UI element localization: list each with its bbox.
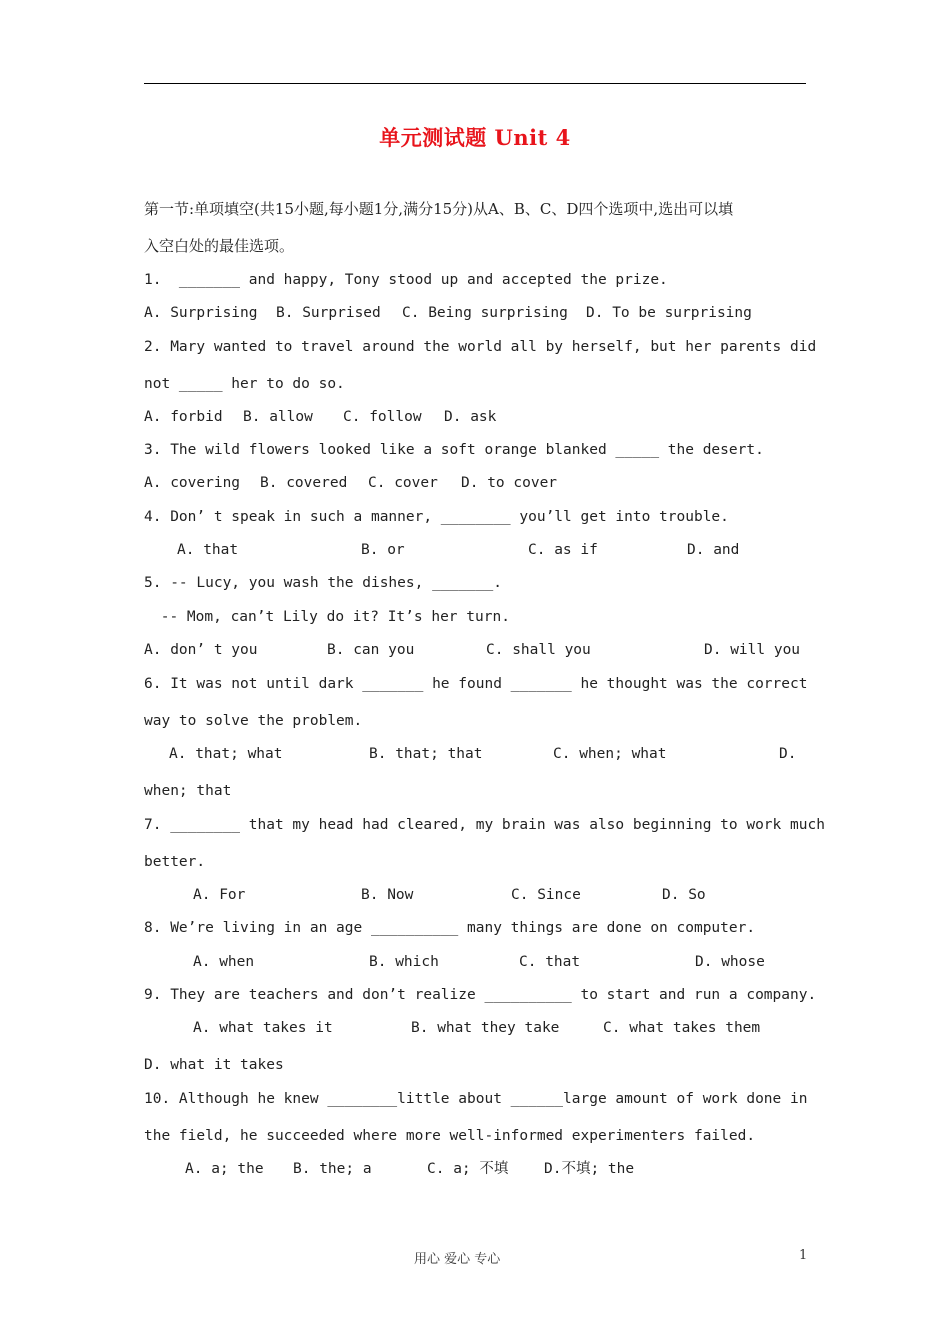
question-9-option-a: A. what takes it (193, 1020, 333, 1036)
question-1-option-d: D. To be surprising (586, 305, 752, 321)
question-6-text-line-2: way to solve the problem. (144, 713, 363, 729)
question-10-option-b: B. the; a (293, 1161, 372, 1177)
question-3-option-c: C. cover (368, 475, 438, 491)
question-3-option-d: D. to cover (461, 475, 558, 491)
question-5-text-line-2: -- Mom, can’t Lily do it? It’s her turn. (152, 609, 510, 625)
page-number: 1 (799, 1248, 808, 1263)
question-4-option-d: D. and (687, 542, 740, 558)
question-6-option-d-text: when; that (144, 783, 232, 799)
question-1-option-b: B. Surprised (276, 305, 381, 321)
question-10-text-line-2: the field, he succeeded where more well-informed experimenters failed. (144, 1128, 756, 1144)
question-2-text-line-2: not _____ her to do so. (144, 376, 345, 392)
question-1-option-a: A. Surprising (144, 305, 258, 321)
page-title: 单元测试题 Unit 4 (379, 125, 571, 150)
question-2-text-line-1: 2. Mary wanted to travel around the world all by herself, but her parents did (144, 339, 817, 355)
question-10-option-a: A. a; the (185, 1161, 264, 1177)
footer-motto: 用心 爱心 专心 (414, 1252, 501, 1267)
question-9-option-b: B. what they take (411, 1020, 560, 1036)
question-8-option-a: A. when (193, 954, 255, 970)
question-6-option-c: C. when; what (553, 746, 667, 762)
instructions-line-1: 第一节:单项填空(共15小题,每小题1分,满分15分)从A、B、C、D四个选项中,选出可以填 (144, 200, 734, 218)
question-10-option-d: D.不填; the (544, 1161, 635, 1177)
question-10-option-c: C. a; 不填 (427, 1161, 509, 1177)
question-7-text-line-2: better. (144, 854, 206, 870)
question-5-option-b: B. can you (327, 642, 415, 658)
question-6-text-line-1: 6. It was not until dark _______ he found _______ he thought was the correct (144, 676, 808, 692)
question-4-text: 4. Don’ t speak in such a manner, ________ you’ll get into trouble. (144, 509, 729, 525)
question-9-option-c: C. what takes them (603, 1020, 761, 1036)
question-1-text: 1. _______ and happy, Tony stood up and accepted the prize. (144, 272, 668, 288)
question-8-text: 8. We’re living in an age __________ many things are done on computer. (144, 920, 756, 936)
question-7-option-a: A. For (193, 887, 246, 903)
question-8-option-d: D. whose (695, 954, 765, 970)
question-2-option-d: D. ask (444, 409, 497, 425)
instructions-line-2: 入空白处的最佳选项。 (144, 237, 295, 255)
header-rule (144, 83, 806, 84)
question-9-text: 9. They are teachers and don’t realize __________ to start and run a company. (144, 987, 817, 1003)
question-5-option-a: A. don’ t you (144, 642, 258, 658)
question-9-option-d: D. what it takes (144, 1057, 284, 1073)
question-7-option-c: C. Since (511, 887, 581, 903)
question-8-option-c: C. that (519, 954, 581, 970)
question-3-option-a: A. covering (144, 475, 241, 491)
question-3-option-b: B. covered (260, 475, 348, 491)
question-5-text-line-1: 5. -- Lucy, you wash the dishes, _______. (144, 575, 502, 591)
question-2-option-c: C. follow (343, 409, 422, 425)
question-3-text: 3. The wild flowers looked like a soft orange blanked _____ the desert. (144, 442, 764, 458)
question-5-option-c: C. shall you (486, 642, 591, 658)
question-7-text-line-1: 7. ________ that my head had cleared, my brain was also beginning to work much (144, 817, 825, 833)
question-4-option-c: C. as if (528, 542, 598, 558)
question-2-option-b: B. allow (243, 409, 313, 425)
question-8-option-b: B. which (369, 954, 439, 970)
question-7-option-d: D. So (662, 887, 706, 903)
question-7-option-b: B. Now (361, 887, 414, 903)
question-2-option-a: A. forbid (144, 409, 223, 425)
question-6-option-b: B. that; that (369, 746, 483, 762)
question-4-option-b: B. or (361, 542, 405, 558)
question-6-option-d: D. (779, 746, 797, 762)
question-6-option-a: A. that; what (169, 746, 283, 762)
question-4-option-a: A. that (177, 542, 239, 558)
question-10-text-line-1: 10. Although he knew ________little about ______large amount of work done in (144, 1091, 808, 1107)
question-5-option-d: D. will you (704, 642, 801, 658)
question-1-option-c: C. Being surprising (402, 305, 568, 321)
